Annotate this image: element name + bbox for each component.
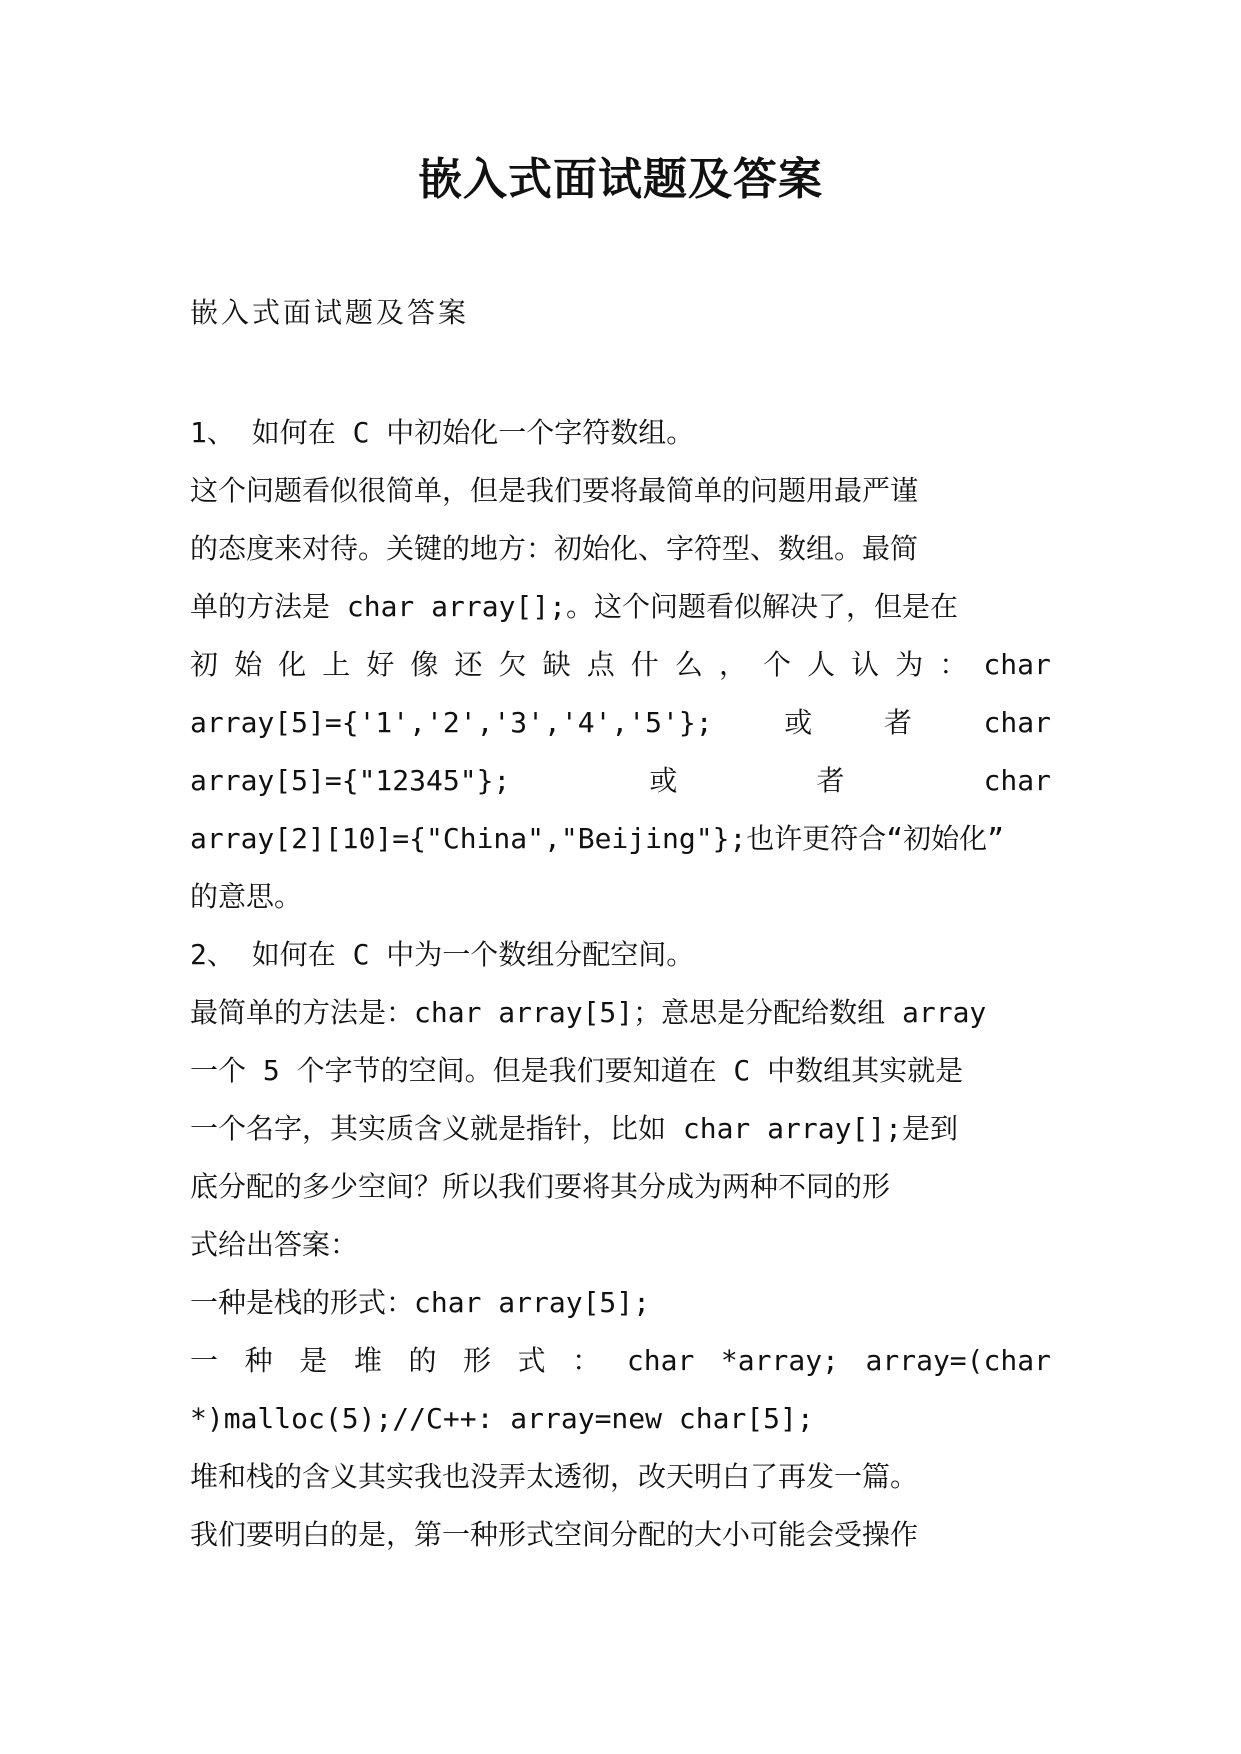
line-segment: 欠 bbox=[498, 648, 527, 681]
line-segment: 好 bbox=[366, 648, 395, 681]
line-segment: 点 bbox=[586, 648, 615, 681]
line-segment: 者 bbox=[816, 764, 845, 797]
line-segment: 或 bbox=[784, 706, 813, 739]
line-segment: 认 bbox=[851, 648, 880, 681]
line-segment: 种 bbox=[244, 1344, 273, 1377]
paragraph-line: 底分配的多少空间？所以我们要将其分成为两种不同的形 bbox=[190, 1170, 891, 1203]
paragraph-line: 一种是栈的形式：char array[5]; bbox=[190, 1286, 651, 1319]
line-segment: 上 bbox=[322, 648, 351, 681]
paragraph-line bbox=[190, 752, 1051, 810]
document-subtitle: 嵌入式面试题及答案 bbox=[190, 296, 470, 329]
line-segment: ： bbox=[572, 1344, 601, 1377]
line-segment: array[5]={"12345"}; bbox=[190, 764, 511, 797]
line-segment: char bbox=[983, 706, 1051, 739]
paragraph-line: 单的方法是 char array[];。这个问题看似解决了，但是在 bbox=[190, 590, 959, 623]
paragraph-line: 这个问题看似很简单，但是我们要将最简单的问题用最严谨 bbox=[190, 474, 919, 507]
line-segment: 为 bbox=[895, 648, 924, 681]
line-segment: 一 bbox=[190, 1344, 219, 1377]
paragraph-line bbox=[190, 1332, 1051, 1390]
line-segment: ， bbox=[718, 648, 747, 681]
paragraph-line: 的态度来对待。关键的地方：初始化、字符型、数组。最简 bbox=[190, 532, 919, 565]
line-segment: 的 bbox=[408, 1344, 437, 1377]
paragraph-line: 2、 如何在 C 中为一个数组分配空间。 bbox=[190, 938, 695, 971]
line-segment: 缺 bbox=[542, 648, 571, 681]
line-segment: 是 bbox=[299, 1344, 328, 1377]
line-segment: 形 bbox=[463, 1344, 492, 1377]
line-segment: 个 bbox=[763, 648, 792, 681]
paragraph-line: *)malloc(5);//C++: array=new char[5]; bbox=[190, 1402, 814, 1435]
line-segment: 初 bbox=[190, 648, 219, 681]
line-segment: 或 bbox=[649, 764, 678, 797]
line-segment: array=(char bbox=[865, 1344, 1051, 1377]
line-segment: 者 bbox=[883, 706, 912, 739]
paragraph-line bbox=[190, 694, 1051, 752]
paragraph-line: 堆和栈的含义其实我也没弄太透彻，改天明白了再发一篇。 bbox=[190, 1460, 919, 1493]
line-segment: 堆 bbox=[353, 1344, 382, 1377]
paragraph-line: 一个名字，其实质含义就是指针，比如 char array[];是到 bbox=[190, 1112, 959, 1145]
line-segment: ： bbox=[939, 648, 968, 681]
line-segment: char bbox=[983, 764, 1051, 797]
line-segment: 式 bbox=[517, 1344, 546, 1377]
line-segment: 还 bbox=[454, 648, 483, 681]
line-segment: array[5]={'1','2','3','4','5'}; bbox=[190, 706, 713, 739]
paragraph-line: 的意思。 bbox=[190, 880, 303, 913]
line-segment: 像 bbox=[410, 648, 439, 681]
line-segment: *array; bbox=[720, 1344, 839, 1377]
line-segment: char bbox=[626, 1344, 695, 1377]
line-segment: 么 bbox=[674, 648, 703, 681]
paragraph-line: 我们要明白的是，第一种形式空间分配的大小可能会受操作 bbox=[190, 1518, 919, 1551]
line-segment: 什 bbox=[630, 648, 659, 681]
paragraph-line: 最简单的方法是：char array[5]；意思是分配给数组 array bbox=[190, 996, 987, 1029]
paragraph-line: 一个 5 个字节的空间。但是我们要知道在 C 中数组其实就是 bbox=[190, 1054, 964, 1087]
line-segment: 始 bbox=[234, 648, 263, 681]
line-segment: 人 bbox=[807, 648, 836, 681]
paragraph-line: array[2][10]={"China","Beijing"};也许更符合“初始化” bbox=[190, 822, 1005, 855]
document-title: 嵌入式面试题及答案 bbox=[418, 154, 823, 205]
paragraph-line: 1、 如何在 C 中初始化一个字符数组。 bbox=[190, 416, 695, 449]
line-segment: char bbox=[983, 648, 1051, 681]
paragraph-line: 式给出答案： bbox=[190, 1228, 359, 1261]
paragraph-line bbox=[190, 636, 1051, 694]
line-segment: 化 bbox=[278, 648, 307, 681]
document-body bbox=[190, 404, 1051, 1564]
